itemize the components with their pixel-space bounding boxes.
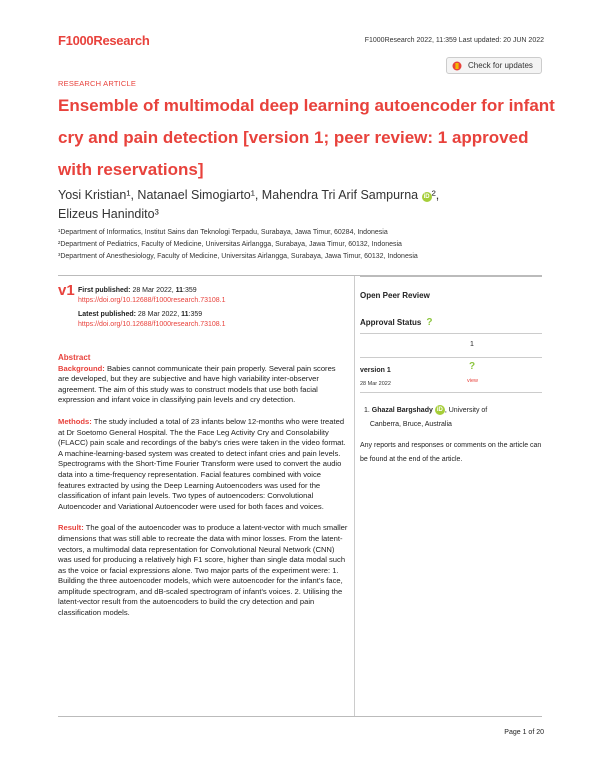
latest-published	[78, 310, 226, 330]
result-text: The goal of the autoencoder was to produce a latent-vector with much smaller dimensions that was still able to recreate the data with minor losses. From the latent-vectors, a multimodal data representation for Convolutional Neural Network (CNN) was used for producing a relatively high F1 score, higher than single data modal such as the voice or facial expressions alone. Two major parts of the experiment were: 1. Building the three autoencoder models, which were autoencoder for the infant's face, amplitude spectrogram, and dB-scaled spectrogram of infant's voices. 2. Utilising the latent-vector result from the autoencoders to build the cry detection and pain classification models.	[58, 523, 348, 618]
first-published	[78, 286, 226, 306]
abstract-result	[58, 523, 348, 618]
orcid-icon[interactable]: iD	[423, 194, 430, 200]
latest-published-label: Latest published:	[78, 311, 136, 318]
first-doi-link[interactable]: https://doi.org/10.12688/f1000research.73108.1	[78, 297, 226, 304]
page-number: Page 1 of 20	[504, 729, 544, 736]
column-divider	[354, 276, 355, 716]
reviewer-column-header: 1	[470, 341, 474, 348]
reviewer-affiliation-2: Canberra, Bruce, Australia	[369, 421, 452, 428]
check-for-updates-label: Check for updates	[468, 61, 533, 70]
panel-top-border	[360, 276, 542, 277]
author-list	[58, 186, 558, 224]
background-label: Background:	[58, 363, 105, 373]
authors-line2: Elizeus Hanindito³	[58, 207, 159, 221]
reviewer-affiliation: , University of	[444, 407, 488, 414]
abstract-heading: Abstract	[58, 353, 91, 362]
reviewer-number: 1.	[364, 407, 370, 414]
methods-text: The study included a total of 23 infants below 12-months who were treated at Dr Soetomo General Hospital. The the Face Leg Activity Cry and Consolability (FLACC) pain scale and recordings of the baby's cries were taken in the video format. A machine-learning-based system was created to detect infant cries and pain levels. Spectrograms with the Short-Time Fourier Transform were used to convert the audio data into a time-frequency representation. Facial features combined with voice features extracted by using the Deep Learning Autoencoders was used for the classification of infant pain levels. Two types of autoencoders: Convolutional Autoencoder and Variational Autoencoder were used for both faces and voices.	[58, 416, 346, 511]
abstract-background	[58, 364, 348, 406]
background-text: Babies cannot communicate their pain properly. Several pain scores are developed, but they are subjective and have high variability inter-observer agreement. The aim of this study was to construct models that use both facial expression and infant voice in classifying pain levels and cry detection.	[58, 363, 336, 405]
abstract-methods	[58, 417, 348, 512]
first-published-volume: 11	[175, 287, 184, 294]
article-title: Ensemble of multimodal deep learning autoencoder for infant cry and pain detection [version 1; peer review: 1 approved with reservations]	[58, 96, 555, 179]
reviewer-name[interactable]: Ghazal Bargshady	[371, 407, 433, 414]
first-published-page: :359	[183, 287, 197, 294]
affiliation-2: ²Department of Pediatrics, Faculty of Medicine, Universitas Airlangga, Surabaya, Jawa Timur, 60132, Indonesia	[58, 241, 402, 248]
reviewer-entry	[364, 404, 544, 432]
first-published-label: First published:	[78, 287, 131, 294]
approval-status	[360, 317, 432, 328]
reviews-note: Any reports and responses or comments on the article can be found at the end of the article.	[360, 442, 542, 463]
authors-line1-tail: ²,	[431, 188, 440, 202]
table-line	[360, 392, 542, 393]
open-peer-review-heading: Open Peer Review	[360, 291, 430, 300]
approval-status-label: Approval Status	[360, 318, 422, 327]
authors-line1: Yosi Kristian¹, Natanael Simogiarto¹, Mahendra Tri Arif Sampurna	[58, 188, 419, 202]
f1000-logo[interactable]: F1000Research	[58, 33, 150, 48]
version-label: v1	[58, 282, 75, 299]
check-for-updates-button[interactable]	[446, 57, 542, 74]
affiliation-3: ³Department of Anesthesiology, Faculty of Medicine, Universitas Airlangga, Surabaya, Jawa Timur, 60132, Indonesia	[58, 253, 418, 260]
orcid-icon[interactable]: iD	[436, 407, 443, 413]
latest-published-volume: 11	[181, 311, 189, 318]
latest-published-date: 28 Mar 2022,	[135, 311, 182, 318]
citation-line: F1000Research 2022, 11:359 Last updated: 20 JUN 2022	[364, 37, 544, 44]
version-row-label: version 1	[360, 367, 391, 374]
version-row-date: 28 Mar 2022	[360, 381, 391, 387]
affiliation-1: ¹Department of Informatics, Institut Sains dan Teknologi Terpadu, Surabaya, Jawa Timur, 60284, Indonesia	[58, 229, 388, 236]
affiliations	[58, 227, 558, 263]
crossmark-icon	[452, 61, 462, 71]
footer-divider	[58, 716, 542, 717]
first-published-date: 28 Mar 2022,	[130, 287, 176, 294]
article-type: RESEARCH ARTICLE	[58, 79, 137, 88]
review-question-icon[interactable]: ?	[469, 361, 476, 372]
abstract	[58, 353, 348, 630]
result-label: Result:	[58, 523, 84, 533]
table-line	[360, 333, 542, 334]
methods-label: Methods:	[58, 416, 92, 426]
latest-published-page: :359	[188, 311, 203, 318]
latest-doi-link[interactable]: https://doi.org/10.12688/f1000research.73108.1	[78, 321, 226, 328]
view-report-link[interactable]: view	[467, 378, 479, 384]
approval-question-icon: ?	[423, 317, 433, 328]
table-line	[360, 357, 542, 358]
